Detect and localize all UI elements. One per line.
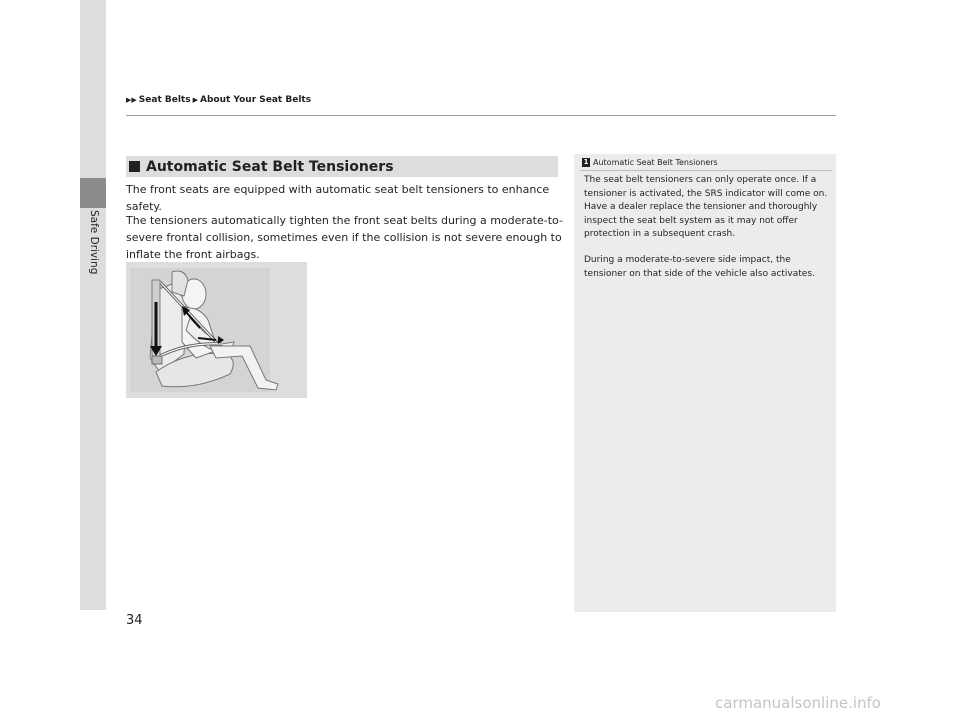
- note-heading-text: Automatic Seat Belt Tensioners: [593, 158, 718, 167]
- note-paragraph-1: The seat belt tensioners can only operate once. If a tensioner is activated, the SRS indicator will come on. Have a dealer replace the tensioner and thoroughly inspect the seat belt system as it may not offer protection in a subsequent crash.: [584, 175, 828, 239]
- side-tab: [80, 0, 106, 610]
- seat-occupant-illustration: [126, 262, 307, 398]
- breadcrumb-arrow-icon: ▶: [192, 96, 198, 104]
- note-heading: [582, 158, 718, 167]
- body-paragraph-1: The front seats are equipped with automatic seat belt tensioners to enhance safety.: [126, 183, 550, 213]
- side-chapter-label: Safe Driving: [88, 210, 100, 275]
- breadcrumb-arrow-icon: ▶▶: [126, 96, 137, 104]
- watermark: carmanualsonline.info: [715, 694, 881, 712]
- section-title: Automatic Seat Belt Tensioners: [146, 158, 394, 175]
- note-divider: [580, 170, 832, 171]
- note-marker-icon: 1: [583, 158, 589, 166]
- page-number: 34: [126, 613, 143, 628]
- seat-belt-tensioner-illustration: [126, 262, 307, 398]
- square-bullet-icon: [129, 161, 140, 172]
- section-heading: [126, 156, 558, 177]
- breadcrumb-item-about[interactable]: About Your Seat Belts: [199, 95, 312, 105]
- breadcrumb: [126, 95, 311, 105]
- side-tab-marker: [80, 178, 106, 208]
- header-divider: [126, 115, 836, 116]
- breadcrumb-item-seat-belts[interactable]: Seat Belts: [138, 95, 191, 105]
- note-sidebar: [574, 154, 836, 612]
- note-paragraph-2: During a moderate-to-severe side impact, the tensioner on that side of the vehicle also activates.: [584, 255, 815, 279]
- body-paragraph-2: The tensioners automatically tighten the front seat belts during a moderate-to-severe frontal collision, sometimes even if the collision is not severe enough to inflate the front airbags.: [126, 214, 563, 261]
